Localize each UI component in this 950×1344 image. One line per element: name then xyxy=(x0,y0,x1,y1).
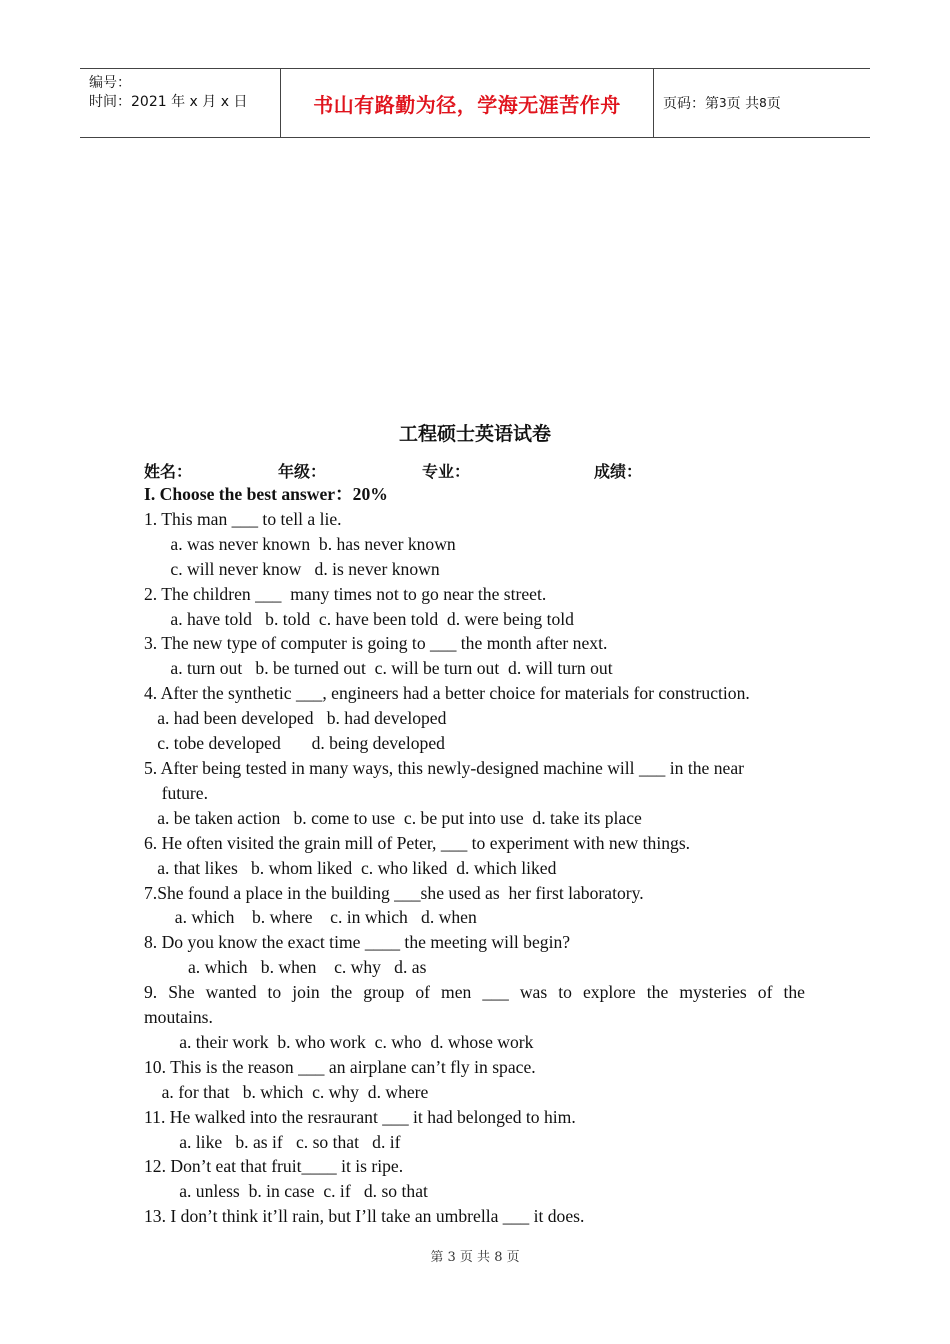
question-line: 7.She found a place in the building ___she used as her first laboratory. xyxy=(144,882,644,903)
header-info-cell xyxy=(80,69,281,137)
page-total: 8 xyxy=(759,96,767,110)
question-line: 6. He often visited the grain mill of Peter, ___ to experiment with new things. xyxy=(144,832,691,853)
answer-options: a. had been developed b. had developed xyxy=(144,708,447,729)
header-motto-cell xyxy=(281,69,654,137)
question-line: 11. He walked into the resraurant ___ it had belonged to him. xyxy=(144,1106,576,1127)
header-page-cell xyxy=(654,69,870,137)
answer-options: a. which b. where c. in which d. when xyxy=(144,907,477,928)
answer-options: a. was never known b. has never known xyxy=(144,533,456,554)
question-line: 1. This man ___ to tell a lie. xyxy=(144,508,342,529)
time-label: 时间：2021 年 x 月 x 日 xyxy=(89,94,248,110)
page-prefix: 页码：第 xyxy=(663,96,719,112)
answer-options: a. turn out b. be turned out c. will be turn out d. will turn out xyxy=(144,658,613,679)
page-number: 3 xyxy=(719,96,727,110)
question-line: 9. She wanted to join the group of men ___ was to explore the mysteries of the xyxy=(144,982,805,1003)
page-footer: 第 3 页 共 8 页 xyxy=(430,1250,520,1265)
answer-options: a. which b. when c. why d. as xyxy=(144,957,427,978)
question-line: 3. The new type of computer is going to ___ the month after next. xyxy=(144,633,608,654)
name-field-label: 姓名： xyxy=(144,462,193,481)
question-line: 5. After being tested in many ways, this newly-designed machine will ___ in the near xyxy=(144,757,744,778)
page-mid: 页 共 xyxy=(726,96,760,112)
page-suffix: 页 xyxy=(766,96,781,112)
major-field-label: 专业： xyxy=(422,462,471,481)
exam-title: 工程硕士英语试卷 xyxy=(398,423,551,445)
question-line: 12. Don’t eat that fruit____ it is ripe. xyxy=(144,1156,404,1177)
exam-content xyxy=(144,482,805,1229)
score-field-label: 成绩： xyxy=(594,462,643,481)
question-line: 8. Do you know the exact time ____ the meeting will begin? xyxy=(144,932,571,953)
answer-options: c. tobe developed d. being developed xyxy=(144,733,445,754)
question-line: 4. After the synthetic ___, engineers had a better choice for materials for construction. xyxy=(144,683,750,704)
question-line-continued: moutains. xyxy=(144,1007,213,1028)
question-line: 13. I don’t think it’ll rain, but I’ll take an umbrella ___ it does. xyxy=(144,1206,585,1227)
answer-options: a. like b. as if c. so that d. if xyxy=(144,1131,401,1152)
answer-options: a. have told b. told c. have been told d. were being told xyxy=(144,608,574,629)
question-line: 10. This is the reason ___ an airplane can’t fly in space. xyxy=(144,1056,536,1077)
answer-options: a. that likes b. whom liked c. who liked d. which liked xyxy=(144,857,557,878)
answer-options: c. will never know d. is never known xyxy=(144,558,440,579)
question-line-continued: future. xyxy=(144,782,209,803)
section-heading: I. Choose the best answer：20% xyxy=(144,484,388,504)
student-info-fields xyxy=(0,459,950,483)
number-label: 编号： xyxy=(89,75,131,91)
answer-options: a. be taken action b. come to use c. be put into use d. take its place xyxy=(144,807,642,828)
motto-text: 书山有路勤为径，学海无涯苦作舟 xyxy=(313,92,621,117)
grade-field-label: 年级： xyxy=(278,462,327,481)
answer-options: a. unless b. in case c. if d. so that xyxy=(144,1181,428,1202)
page-header xyxy=(80,68,870,138)
question-line: 2. The children ___ many times not to go near the street. xyxy=(144,583,547,604)
answer-options: a. for that b. which c. why d. where xyxy=(144,1081,429,1102)
answer-options: a. their work b. who work c. who d. whose work xyxy=(144,1031,534,1052)
